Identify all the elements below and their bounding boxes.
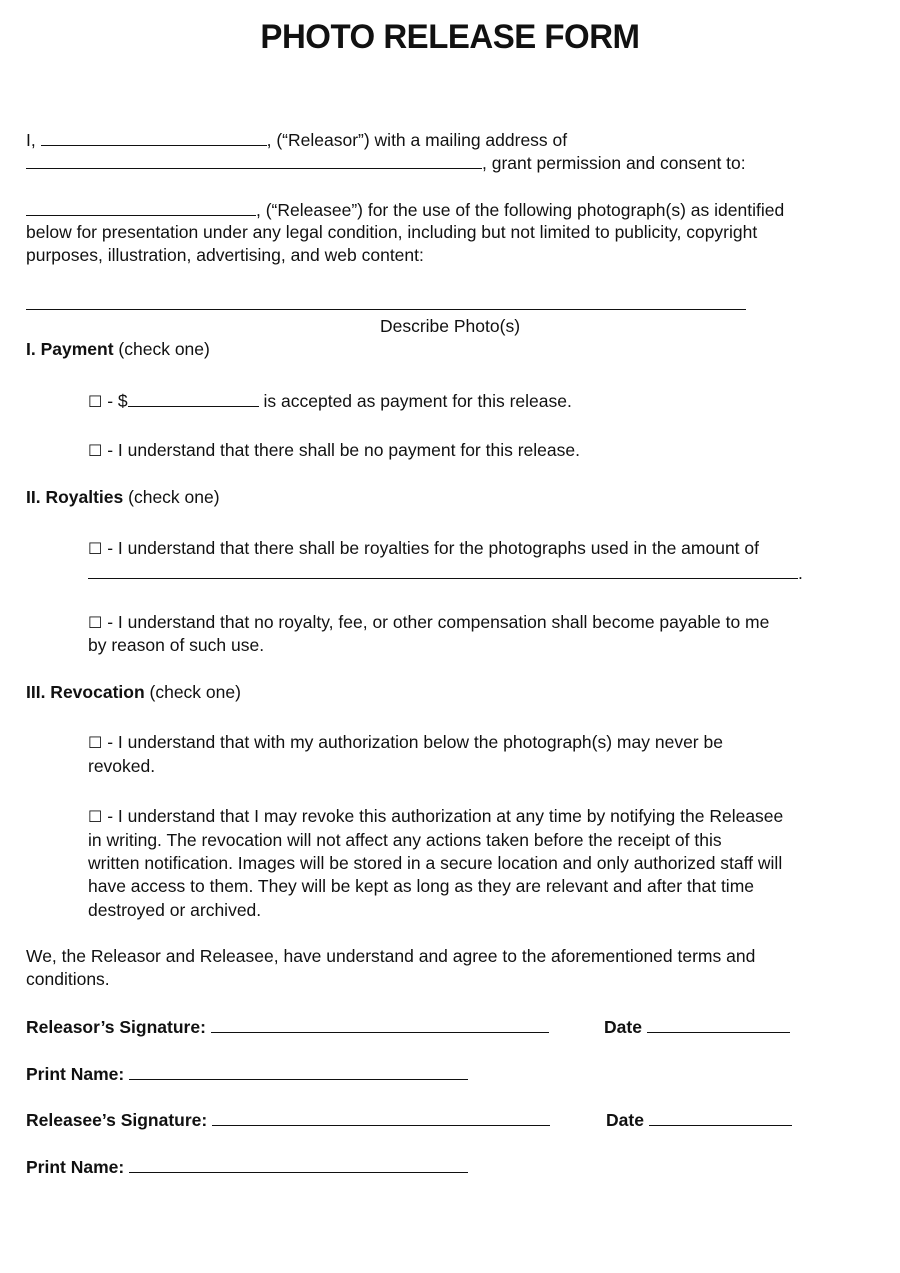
no-royalty-text: - I understand that no royalty, fee, or other compensation shall become payable to me (102, 612, 770, 632)
may-revoke-text-4: have access to them. They will be kept as long as they are relevant and after that time (88, 876, 755, 896)
revocation-note: (check one) (149, 682, 241, 702)
never-revoked-text: - I understand that with my authorization below the photograph(s) may never be (102, 732, 723, 752)
releasee-signature-field[interactable] (212, 1108, 550, 1126)
releasee-signature-label: Releasee’s Signature: (26, 1110, 208, 1130)
royalties-option-1 (88, 537, 759, 560)
releasor-signature-label: Releasor’s Signature: (26, 1017, 206, 1037)
no-royalty-checkbox[interactable]: ☐ (88, 613, 103, 632)
releasor-print-name-field[interactable] (129, 1062, 468, 1080)
royalties-checkbox[interactable]: ☐ (88, 539, 103, 558)
royalties-text: - I understand that there shall be royalties for the photographs used in the amount of (102, 538, 760, 558)
releasor-print-name-row (26, 1062, 468, 1086)
revocation-option-1 (88, 731, 723, 754)
never-revoked-checkbox[interactable]: ☐ (88, 733, 103, 752)
releasee-date-row (606, 1108, 792, 1132)
payment-option-1 (88, 389, 572, 413)
payment-title: I. Payment (26, 339, 114, 359)
may-revoke-text-3: written notification. Images will be stored in a secure location and only authorized staff will (88, 853, 783, 873)
payment-note: (check one) (118, 339, 210, 359)
releasee-print-name-label: Print Name: (26, 1157, 125, 1177)
payment-dollar-label: - $ (102, 391, 128, 411)
payment-accepted-checkbox[interactable]: ☐ (88, 392, 103, 411)
payment-amount-field[interactable] (128, 389, 259, 407)
no-payment-checkbox[interactable]: ☐ (88, 441, 103, 460)
intro-line-2 (26, 151, 746, 175)
releasee-signature-row (26, 1108, 550, 1132)
royalties-title: II. Royalties (26, 487, 124, 507)
intro-line-4: below for presentation under any legal condition, including but not limited to publicity, copyright (26, 222, 758, 242)
payment-heading (26, 338, 210, 361)
releasor-signature-row (26, 1015, 549, 1039)
payment-option-2 (88, 439, 580, 462)
revocation-option-2 (88, 805, 783, 828)
no-payment-text: - I understand that there shall be no payment for this release. (102, 440, 580, 460)
never-revoked-text-2: revoked. (88, 756, 156, 776)
releasee-date-field[interactable] (649, 1108, 792, 1126)
may-revoke-checkbox[interactable]: ☐ (88, 807, 103, 826)
revocation-heading (26, 681, 241, 704)
mailing-address-field[interactable] (26, 151, 482, 169)
describe-photo-field[interactable] (26, 292, 746, 310)
releasee-date-label: Date (606, 1110, 644, 1130)
may-revoke-text-5: destroyed or archived. (88, 900, 262, 920)
revocation-title: III. Revocation (26, 682, 145, 702)
intro-line-1 (26, 128, 567, 152)
may-revoke-text-2: in writing. The revocation will not affect any actions taken before the receipt of this (88, 830, 722, 850)
intro-i-label: I, (26, 130, 36, 150)
releasee-name-field[interactable] (26, 198, 256, 216)
intro-line-3 (26, 198, 784, 222)
royalties-heading (26, 486, 220, 509)
releasee-print-name-row (26, 1155, 468, 1179)
intro-line-5: purposes, illustration, advertising, and web content: (26, 245, 424, 265)
agreement-line-2: conditions. (26, 969, 110, 989)
releasor-name-field[interactable] (41, 128, 267, 146)
agreement-line-1: We, the Releasor and Releasee, have understand and agree to the aforementioned terms and (26, 946, 756, 966)
may-revoke-text: - I understand that I may revoke this authorization at any time by notifying the Releasee (102, 806, 784, 826)
releasor-date-label: Date (604, 1017, 642, 1037)
royalties-amount-line (88, 561, 803, 585)
payment-accepted-text: is accepted as payment for this release. (258, 391, 572, 411)
releasor-signature-field[interactable] (211, 1015, 549, 1033)
form-title: PHOTO RELEASE FORM (260, 18, 640, 56)
releasee-text: , (“Releasee”) for the use of the following photograph(s) as identified (256, 200, 785, 220)
royalties-amount-field[interactable] (88, 561, 798, 579)
describe-photo-line (26, 292, 746, 316)
releasor-date-field[interactable] (647, 1015, 790, 1033)
royalties-period: . (798, 563, 803, 583)
describe-photo-label: Describe Photo(s) (379, 316, 521, 336)
no-royalty-text-2: by reason of such use. (88, 635, 265, 655)
royalties-option-2 (88, 611, 769, 634)
releasee-print-name-field[interactable] (129, 1155, 468, 1173)
releasor-label: , (“Releasor”) with a mailing address of (266, 130, 568, 150)
royalties-note: (check one) (128, 487, 220, 507)
consent-text: , grant permission and consent to: (482, 153, 746, 173)
releasor-print-name-label: Print Name: (26, 1064, 125, 1084)
releasor-date-row (604, 1015, 790, 1039)
